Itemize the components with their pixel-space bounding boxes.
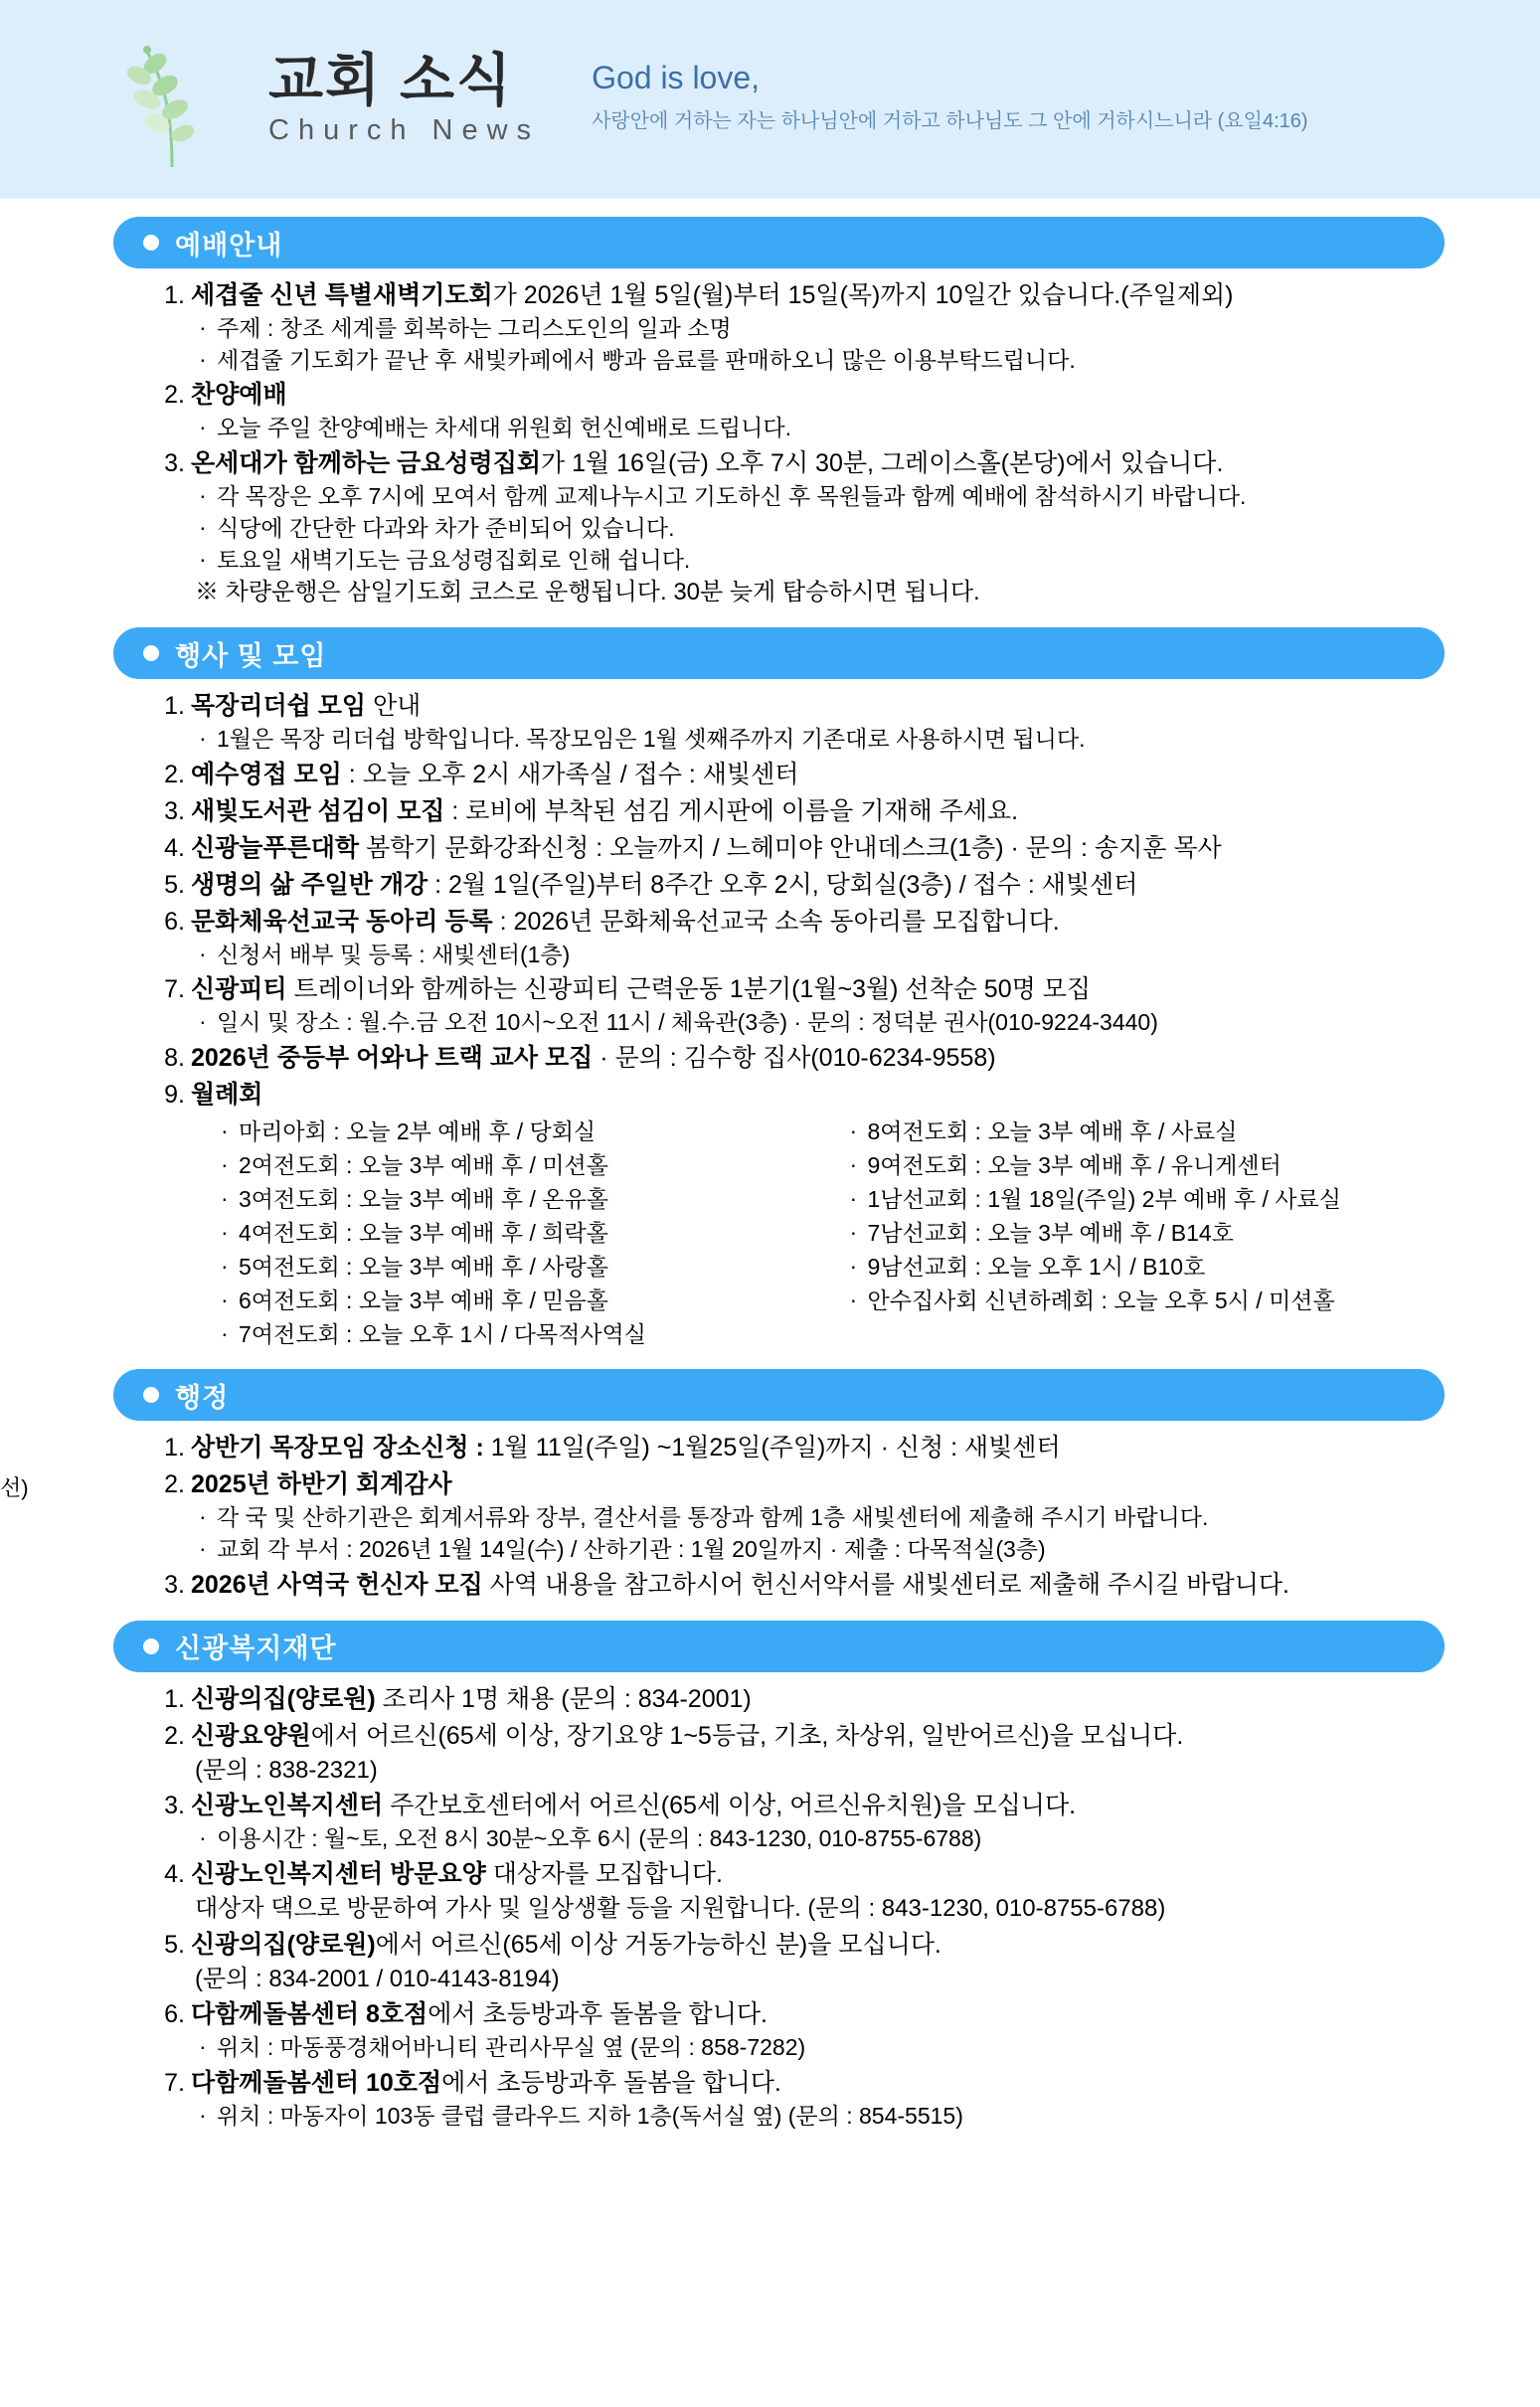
item-title: 다함께돌봄센터 10호점 <box>191 2069 442 2098</box>
item-detail: 에서 초등방과후 돌봄을 합니다. <box>428 2000 768 2029</box>
item-number: 1. <box>164 1434 185 1462</box>
item-main-line <box>191 689 1445 724</box>
item-number: 1. <box>164 692 185 720</box>
list-item <box>149 689 1445 756</box>
item-title: 신광의집(양로원) <box>191 1930 376 1959</box>
item-sub-line: · 신청서 배부 및 등록 : 새빛센터(1층) <box>191 940 1445 971</box>
item-sub-line: · 1월은 목장 리더쉽 방학입니다. 목장모임은 1월 셋째주까지 기존대로 사용하시면 됩니다. <box>191 724 1445 756</box>
bullet-dot-icon <box>143 235 159 251</box>
item-detail: 봄학기 문화강좌신청 : 오늘까지 / 느헤미야 안내데스크(1층) · 문의 : 송지훈 목사 <box>359 833 1222 862</box>
meeting-entry: · 8여전도회 : 오늘 3부 예배 후 / 사료실 <box>846 1115 1446 1148</box>
section-title: 행정 <box>175 1382 230 1413</box>
item-main-line <box>191 1857 1445 1892</box>
item-main-line <box>191 1682 1445 1717</box>
item-detail: 가 1월 16일(금) 오후 7시 30분, 그레이스홀(본당)에서 있습니다. <box>541 449 1224 478</box>
title-english: Church News <box>268 114 541 147</box>
meeting-entry: · 1남선교회 : 1월 18일(주일) 2부 예배 후 / 사료실 <box>846 1182 1446 1216</box>
list-item <box>149 1568 1445 1603</box>
item-title: 찬양예배 <box>191 381 287 410</box>
item-title: 신광노인복지센터 방문요양 <box>191 1860 486 1889</box>
list-item <box>149 972 1445 1039</box>
item-title: 예수영접 모임 <box>191 760 342 788</box>
olive-branch-icon <box>117 30 227 169</box>
item-sub-line: · 각 목장은 오후 7시에 모여서 함께 교제나누시고 기도하신 후 목원들과 함께 예배에 참석하시기 바랍니다. <box>191 481 1445 513</box>
item-title: 상반기 목장모임 장소신청 : <box>191 1434 484 1462</box>
item-number: 3. <box>164 1570 185 1599</box>
meeting-entry: · 5여전도회 : 오늘 3부 예배 후 / 사랑홀 <box>217 1250 816 1284</box>
item-number: 2. <box>164 1721 185 1750</box>
news-section <box>0 1621 1540 2133</box>
announcement-list <box>149 1431 1445 1602</box>
item-title: 신광피티 <box>191 975 287 1004</box>
item-title: 신광노인복지센터 <box>191 1792 384 1820</box>
section-header <box>113 1369 1445 1421</box>
list-item <box>149 278 1445 376</box>
item-title: 다함께돌봄센터 8호점 <box>191 2000 428 2029</box>
meeting-entry: · 3여전도회 : 오늘 3부 예배 후 / 온유홀 <box>217 1182 816 1216</box>
item-detail: 에서 초등방과후 돌봄을 합니다. <box>441 2069 781 2098</box>
item-title: 목장리더쉽 모임 <box>191 692 366 720</box>
left-margin-note: 선) <box>0 1475 29 1500</box>
item-number: 4. <box>164 1860 185 1889</box>
item-number: 7. <box>164 975 185 1004</box>
section-title: 행사 및 모임 <box>175 640 327 671</box>
bullet-dot-icon <box>143 645 159 661</box>
tagline-main: God is love, <box>592 60 761 95</box>
section-body <box>0 679 1540 1351</box>
item-title: 신광의집(양로원) <box>191 1684 376 1713</box>
meeting-entry: · 9여전도회 : 오늘 3부 예배 후 / 유니게센터 <box>846 1148 1446 1182</box>
item-main-line <box>191 868 1445 903</box>
item-detail: 에서 어르신(65세 이상, 장기요양 1~5등급, 기초, 차상위, 일반어르신)을 모십니다. <box>310 1721 1184 1750</box>
item-title: 2026년 사역국 헌신자 모집 <box>191 1570 483 1599</box>
sections-container <box>0 217 1540 2133</box>
item-sub-line: · 각 국 및 산하기관은 회계서류와 장부, 결산서를 통장과 함께 1층 새빛센터에 제출해 주시기 바랍니다. <box>191 1502 1445 1534</box>
page-header <box>0 0 1540 199</box>
item-detail: : 오늘 오후 2시 새가족실 / 접수 : 새빛센터 <box>341 760 799 788</box>
item-number: 3. <box>164 796 185 825</box>
item-number: 8. <box>164 1044 185 1073</box>
announcement-list <box>149 1682 1445 2133</box>
news-section <box>0 1369 1540 1602</box>
meeting-entry: · 4여전도회 : 오늘 3부 예배 후 / 희락홀 <box>217 1216 816 1250</box>
item-plain-line: 대상자 댁으로 방문하여 가사 및 일상생활 등을 지원합니다. (문의 : 843-1230, 010-8755-6788) <box>195 1895 1166 1923</box>
item-sub-line: · 위치 : 마동풍경채어바니티 관리사무실 옆 (문의 : 858-7282) <box>191 2032 1445 2064</box>
list-item <box>149 1719 1445 1788</box>
list-item <box>149 1682 1445 1717</box>
item-main-line <box>191 1041 1445 1076</box>
item-number: 9. <box>164 1081 185 1110</box>
section-body <box>0 1672 1540 2133</box>
list-item <box>149 1789 1445 1855</box>
item-main-line <box>191 446 1445 481</box>
list-item <box>149 2066 1445 2133</box>
item-number: 6. <box>164 2000 185 2029</box>
meeting-entry: · 6여전도회 : 오늘 3부 예배 후 / 믿음홀 <box>217 1284 816 1317</box>
list-item <box>149 1078 1445 1351</box>
item-detail: 안내 <box>366 692 422 720</box>
item-detail: : 2026년 문화체육선교국 소속 동아리를 모집합니다. <box>492 907 1060 936</box>
item-sub-line: · 세겹줄 기도회가 끝난 후 새빛카페에서 빵과 음료를 판매하오니 많은 이용부탁드립니다. <box>191 345 1445 377</box>
item-main-line <box>191 1997 1445 2032</box>
item-plain-line: (문의 : 838-2321) <box>195 1756 378 1784</box>
item-main-line <box>191 831 1445 866</box>
item-title: 생명의 삶 주일반 개강 <box>191 870 428 899</box>
item-title: 2026년 중등부 어와나 트랙 교사 모집 <box>191 1044 594 1073</box>
item-main-line <box>191 1467 1445 1502</box>
list-item <box>149 868 1445 903</box>
item-detail: 에서 어르신(65세 이상 거동가능하신 분)을 모십니다. <box>375 1930 941 1959</box>
item-sub-line: · 토요일 새벽기도는 금요성령집회로 인해 쉽니다. <box>191 545 1445 577</box>
section-title: 예배안내 <box>175 230 283 260</box>
item-main-line <box>191 278 1445 313</box>
list-item <box>149 1928 1445 1996</box>
item-number: 5. <box>164 870 185 899</box>
item-note: ※ 차량운행은 삼일기도회 코스로 운행됩니다. 30분 늦게 탑승하시면 됩니다. <box>195 579 980 606</box>
item-sub-line: · 일시 및 장소 : 월.수.금 오전 10시~오전 11시 / 체육관(3층) · 문의 : 정덕분 권사(010-9224-3440) <box>191 1007 1445 1039</box>
item-title: 문화체육선교국 동아리 등록 <box>191 907 493 936</box>
section-body <box>0 268 1540 609</box>
item-main-line <box>191 794 1445 829</box>
item-main-line <box>191 758 1445 792</box>
item-detail: 가 2026년 1월 5일(월)부터 15일(목)까지 10일간 있습니다.(주일제외) <box>492 281 1234 309</box>
news-section <box>0 217 1540 609</box>
item-number: 2. <box>164 381 185 410</box>
item-detail: 조리사 1명 채용 (문의 : 834-2001) <box>375 1684 752 1713</box>
bullet-dot-icon <box>143 1638 159 1654</box>
item-main-line <box>191 1789 1445 1823</box>
bullet-dot-icon <box>143 1387 159 1403</box>
list-item <box>149 1041 1445 1076</box>
item-number: 2. <box>164 1470 185 1499</box>
meeting-entry: · 7여전도회 : 오늘 오후 1시 / 다목적사역실 <box>217 1317 816 1351</box>
masthead-tagline <box>592 60 1308 139</box>
item-main-line <box>191 1568 1445 1603</box>
item-detail: : 로비에 부착된 섬김 게시판에 이름을 기재해 주세요. <box>444 796 1019 825</box>
meeting-entry: · 마리아회 : 오늘 2부 예배 후 / 당회실 <box>217 1115 816 1148</box>
list-item <box>149 378 1445 444</box>
list-item <box>149 794 1445 829</box>
item-detail: 주간보호센터에서 어르신(65세 이상, 어르신유치원)을 모십니다. <box>383 1792 1077 1820</box>
item-number: 6. <box>164 907 185 936</box>
meetings-column-left <box>217 1115 816 1351</box>
item-number: 4. <box>164 833 185 862</box>
section-header <box>113 217 1445 268</box>
item-title: 월례회 <box>191 1081 263 1110</box>
item-title: 신광요양원 <box>191 1721 311 1750</box>
list-item <box>149 1431 1445 1465</box>
item-sub-line: · 교회 각 부서 : 2026년 1월 14일(수) / 산하기관 : 1월 20일까지 · 제출 : 다목적실(3층) <box>191 1534 1445 1566</box>
section-header <box>113 627 1445 679</box>
list-item <box>149 1857 1445 1926</box>
item-detail: · 문의 : 김수항 집사(010-6234-9558) <box>593 1044 996 1073</box>
item-main-line <box>191 378 1445 413</box>
meeting-entry: · 안수집사회 신년하례회 : 오늘 오후 5시 / 미션홀 <box>846 1284 1446 1317</box>
item-title: 2025년 하반기 회계감사 <box>191 1470 452 1499</box>
announcement-list <box>149 278 1445 609</box>
list-item <box>149 758 1445 792</box>
item-number: 2. <box>164 760 185 788</box>
item-main-line <box>191 905 1445 940</box>
item-main-line <box>191 1719 1445 1754</box>
item-main-line <box>191 1431 1445 1465</box>
meeting-entry: · 2여전도회 : 오늘 3부 예배 후 / 미션홀 <box>217 1148 816 1182</box>
item-number: 3. <box>164 449 185 478</box>
item-detail: : 2월 1일(주일)부터 8주간 오후 2시, 당회실(3층) / 접수 : 새빛센터 <box>428 870 1138 899</box>
list-item <box>149 1997 1445 2064</box>
item-main-line <box>191 1928 1445 1963</box>
news-section <box>0 627 1540 1351</box>
item-main-line <box>191 2066 1445 2101</box>
item-title: 세겹줄 신년 특별새벽기도회 <box>191 281 493 309</box>
item-number: 5. <box>164 1930 185 1959</box>
item-sub-line: · 주제 : 창조 세계를 회복하는 그리스도인의 일과 소명 <box>191 313 1445 345</box>
list-item <box>149 446 1445 609</box>
item-number: 1. <box>164 281 185 309</box>
item-detail: 트레이너와 함께하는 신광피티 근력운동 1분기(1월~3월) 선착순 50명 모집 <box>286 975 1091 1004</box>
meeting-entry: · 9남선교회 : 오늘 오후 1시 / B10호 <box>846 1250 1446 1284</box>
item-plain-line: (문의 : 834-2001 / 010-4143-8194) <box>195 1965 560 1992</box>
list-item <box>149 905 1445 971</box>
item-sub-line: · 식당에 간단한 다과와 차가 준비되어 있습니다. <box>191 513 1445 545</box>
item-title: 신광늘푸른대학 <box>191 833 360 862</box>
item-sub-line: · 오늘 주일 찬양예배는 차세대 위원회 헌신예배로 드립니다. <box>191 413 1445 444</box>
item-main-line <box>191 972 1445 1007</box>
meetings-column-right <box>846 1115 1446 1351</box>
list-item <box>149 831 1445 866</box>
section-header <box>113 1621 1445 1672</box>
item-detail: 1월 11일(주일) ~1월25일(주일)까지 · 신청 : 새빛센터 <box>483 1434 1061 1462</box>
item-detail: 대상자를 모집합니다. <box>485 1860 723 1889</box>
item-detail: 사역 내용을 참고하시어 헌신서약서를 새빛센터로 제출해 주시길 바랍니다. <box>482 1570 1289 1599</box>
item-sub-line: · 위치 : 마동자이 103동 클럽 클라우드 지하 1층(독서실 옆) (문의 : 854-5515) <box>191 2101 1445 2133</box>
masthead-title <box>268 48 541 148</box>
item-title: 온세대가 함께하는 금요성령집회 <box>191 449 541 478</box>
section-body <box>0 1421 1540 1602</box>
list-item <box>149 1467 1445 1565</box>
tagline-verse: 사랑안에 거하는 자는 하나님안에 거하고 하나님도 그 안에 거하시느니라 (요일4:16) <box>592 110 1308 132</box>
monthly-meetings-columns <box>191 1115 1445 1351</box>
meeting-entry: · 7남선교회 : 오늘 3부 예배 후 / B14호 <box>846 1216 1446 1250</box>
item-sub-line: · 이용시간 : 월~토, 오전 8시 30분~오후 6시 (문의 : 843-1230, 010-8755-6788) <box>191 1823 1445 1855</box>
item-title: 새빛도서관 섬김이 모집 <box>191 796 445 825</box>
item-number: 1. <box>164 1684 185 1713</box>
announcement-list <box>149 689 1445 1351</box>
item-main-line <box>191 1078 1445 1113</box>
title-korean: 교회 소식 <box>268 48 514 112</box>
item-number: 7. <box>164 2069 185 2098</box>
item-number: 3. <box>164 1792 185 1820</box>
section-title: 신광복지재단 <box>175 1633 337 1664</box>
